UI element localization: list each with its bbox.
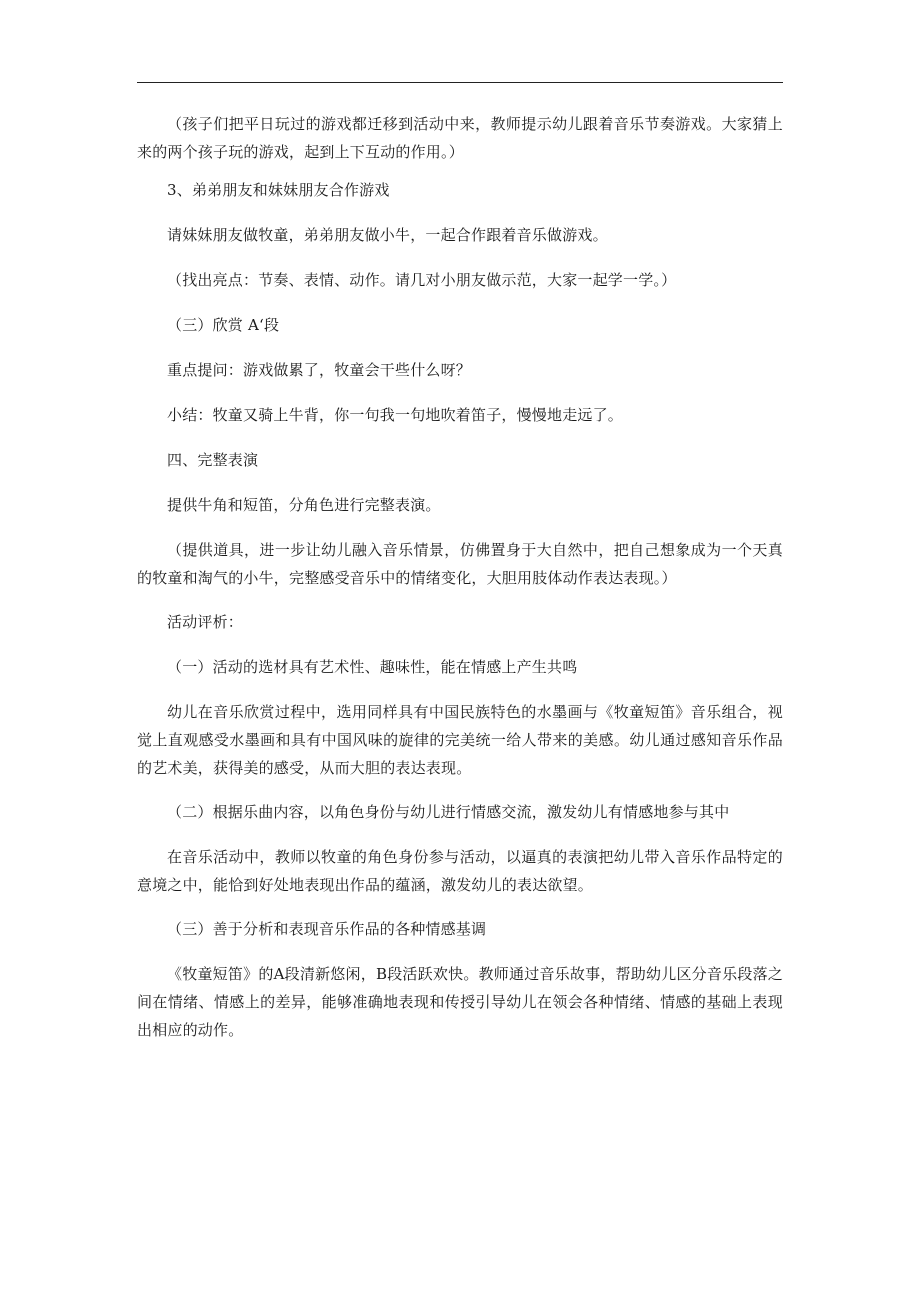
paragraph-key-question: 重点提问：游戏做累了，牧童会干些什么呀？	[167, 361, 472, 379]
paragraph-summary: 小结：牧童又骑上牛背，你一句我一句地吹着笛子，慢慢地走远了。	[167, 406, 624, 424]
paragraph-evaluation-point-2: （二）根据乐曲内容，以角色身份与幼儿进行情感交流，激发幼儿有情感地参与其中	[167, 803, 730, 821]
paragraph-evaluation-body-2: 在音乐活动中，教师以牧童的角色身份参与活动，以逼真的表演把幼儿带入音乐作品特定的意境之中，能恰到好处地表现出作品的蕴涵，激发幼儿的表达欲望。	[137, 848, 783, 894]
paragraph-note-games: （孩子们把平日玩过的游戏都迁移到活动中来，教师提示幼儿跟着音乐节奏游戏。大家猜上来的两个孩子玩的游戏，起到上下互动的作用。）	[137, 115, 783, 161]
paragraph-cooperation-instruction: 请妹妹朋友做牧童，弟弟朋友做小牛，一起合作跟着音乐做游戏。	[167, 226, 608, 244]
paragraph-evaluation-body-3: 《牧童短笛》的A段清新悠闲，B段活跃欢快。教师通过音乐故事，帮助幼儿区分音乐段落之间在情绪、情感上的差异，能够准确地表现和传授引导幼儿在领会各种情绪、情感的基础上表现出相应的动作。	[137, 965, 783, 1039]
paragraph-heading-performance: 四、完整表演	[167, 451, 259, 469]
paragraph-evaluation-point-3: （三）善于分析和表现音乐作品的各种情感基调	[167, 920, 487, 938]
header-rule	[137, 82, 783, 83]
paragraph-evaluation-point-1: （一）活动的选材具有艺术性、趣味性，能在情感上产生共鸣	[167, 658, 578, 676]
paragraph-note-highlights: （找出亮点：节奏、表情、动作。请几对小朋友做示范，大家一起学一学。）	[167, 271, 677, 289]
paragraph-heading-section-a: （三）欣赏 A‘段	[167, 316, 280, 334]
paragraph-note-props: （提供道具，进一步让幼儿融入音乐情景，仿佛置身于大自然中，把自己想象成为一个天真的牧童和淘气的小牛，完整感受音乐中的情绪变化，大胆用肢体动作表达表现。）	[137, 541, 783, 587]
paragraph-heading-evaluation: 活动评析：	[167, 613, 244, 631]
document-body	[137, 110, 783, 1044]
paragraph-evaluation-body-1: 幼儿在音乐欣赏过程中，选用同样具有中国民族特色的水墨画与《牧童短笛》音乐组合，视觉上直观感受水墨画和具有中国风味的旋律的完美统一给人带来的美感。幼儿通过感知音乐作品的艺术美，获得美的感受，从而大胆的表达表现。	[137, 703, 783, 777]
paragraph-heading-cooperation: 3、弟弟朋友和妹妹朋友合作游戏	[167, 181, 390, 199]
paragraph-performance-instruction: 提供牛角和短笛，分角色进行完整表演。	[167, 496, 441, 514]
